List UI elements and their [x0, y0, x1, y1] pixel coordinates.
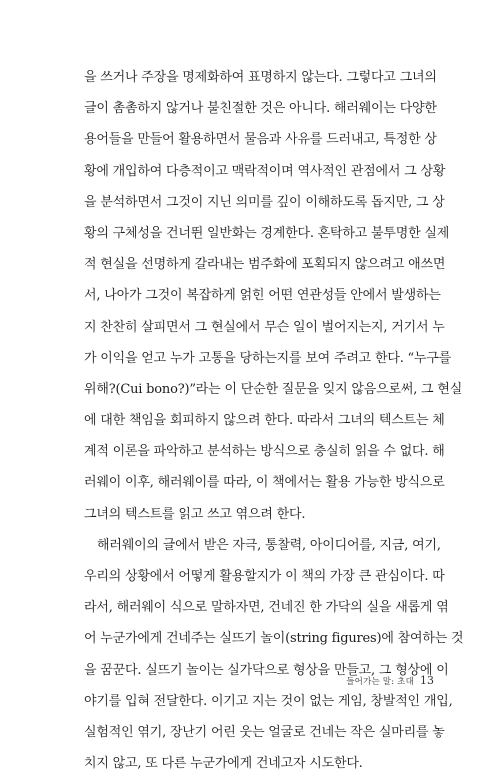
text-line: 을 쓰거나 주장을 명제화하여 표명하지 않는다. 그렇다고 그녀의 [84, 70, 437, 85]
text-line: 계적 이론을 파악하고 분석하는 방식으로 충실히 읽을 수 없다. 해 [84, 444, 445, 460]
paragraph [84, 62, 463, 530]
text-line: 치지 않고, 또 다른 누군가에게 건네고자 시도한다. [84, 756, 363, 772]
text-line: 적 현실을 선명하게 갈라내는 범주화에 포획되지 않으려고 애쓰면 [84, 257, 446, 273]
text-line: 어 누군가에게 건네주는 실뜨기 놀이(string figures)에 참여하는 것 [84, 631, 464, 647]
text-line: 그녀의 텍스트를 읽고 쓰고 엮으려 한다. [84, 506, 306, 522]
text-line: 가 이익을 얻고 누가 고통을 당하는지를 보여 주려고 한다. “누구를 [84, 350, 452, 366]
text-line: 실험적인 엮기, 장난기 어린 웃는 얼굴로 건네는 작은 실마리를 놓 [84, 724, 445, 740]
text-line: 지 찬찬히 살피면서 그 현실에서 무슨 일이 벌어지는지, 거기서 누 [84, 319, 445, 335]
text-line: 서, 나아가 그것이 복잡하게 얽힌 어떤 연관성들 안에서 발생하는 [84, 288, 441, 304]
text-line: 해러웨이의 글에서 받은 자극, 통찰력, 아이디어를, 지금, 여기, [97, 537, 441, 553]
text-line: 우리의 상황에서 어떻게 활용할지가 이 책의 가장 큰 관심이다. 따 [84, 569, 445, 584]
text-line: 을 분석하면서 그것이 지닌 의미를 깊이 이해하도록 돕지만, 그 상 [84, 194, 445, 210]
page-number: 13 [420, 674, 434, 687]
paragraph [84, 530, 464, 779]
text-line: 황의 구체성을 건너뛴 일반화는 경계한다. 혼탁하고 불투명한 실제 [84, 225, 450, 241]
page-footer [346, 674, 434, 690]
text-line: 글이 촘촘하지 않거나 불친절한 것은 아니다. 해러웨이는 다양한 [84, 101, 437, 117]
text-line: 라서, 해러웨이 식으로 말하자면, 건네진 한 가닥의 실을 새롭게 엮 [84, 600, 449, 616]
text-line: 용어들을 만들어 활용하면서 물음과 사유를 드러내고, 특정한 상 [84, 132, 437, 148]
text-line: 황에 개입하여 다층적이고 맥락적이며 역사적인 관점에서 그 상황 [84, 163, 446, 179]
text-line: 위해?(Cui bono?)”라는 이 단순한 질문을 잊지 않음으로써, 그 현실 [84, 381, 463, 397]
text-line: 러웨이 이후, 해러웨이를 따라, 이 책에서는 활용 가능한 방식으로 [84, 475, 445, 491]
body-text [84, 62, 464, 779]
text-line: 야기를 입혀 전달한다. 이기고 지는 것이 없는 게임, 창발적인 개입, [84, 693, 453, 709]
running-title: 들어가는 말: 초대 [346, 677, 414, 687]
text-line: 을 꿈꾼다. 실뜨기 놀이는 실가닥으로 형상을 만들고, 그 형상에 이 [84, 662, 449, 678]
text-line: 에 대한 책임을 회피하지 않으려 한다. 따라서 그녀의 텍스트는 체 [84, 413, 445, 429]
